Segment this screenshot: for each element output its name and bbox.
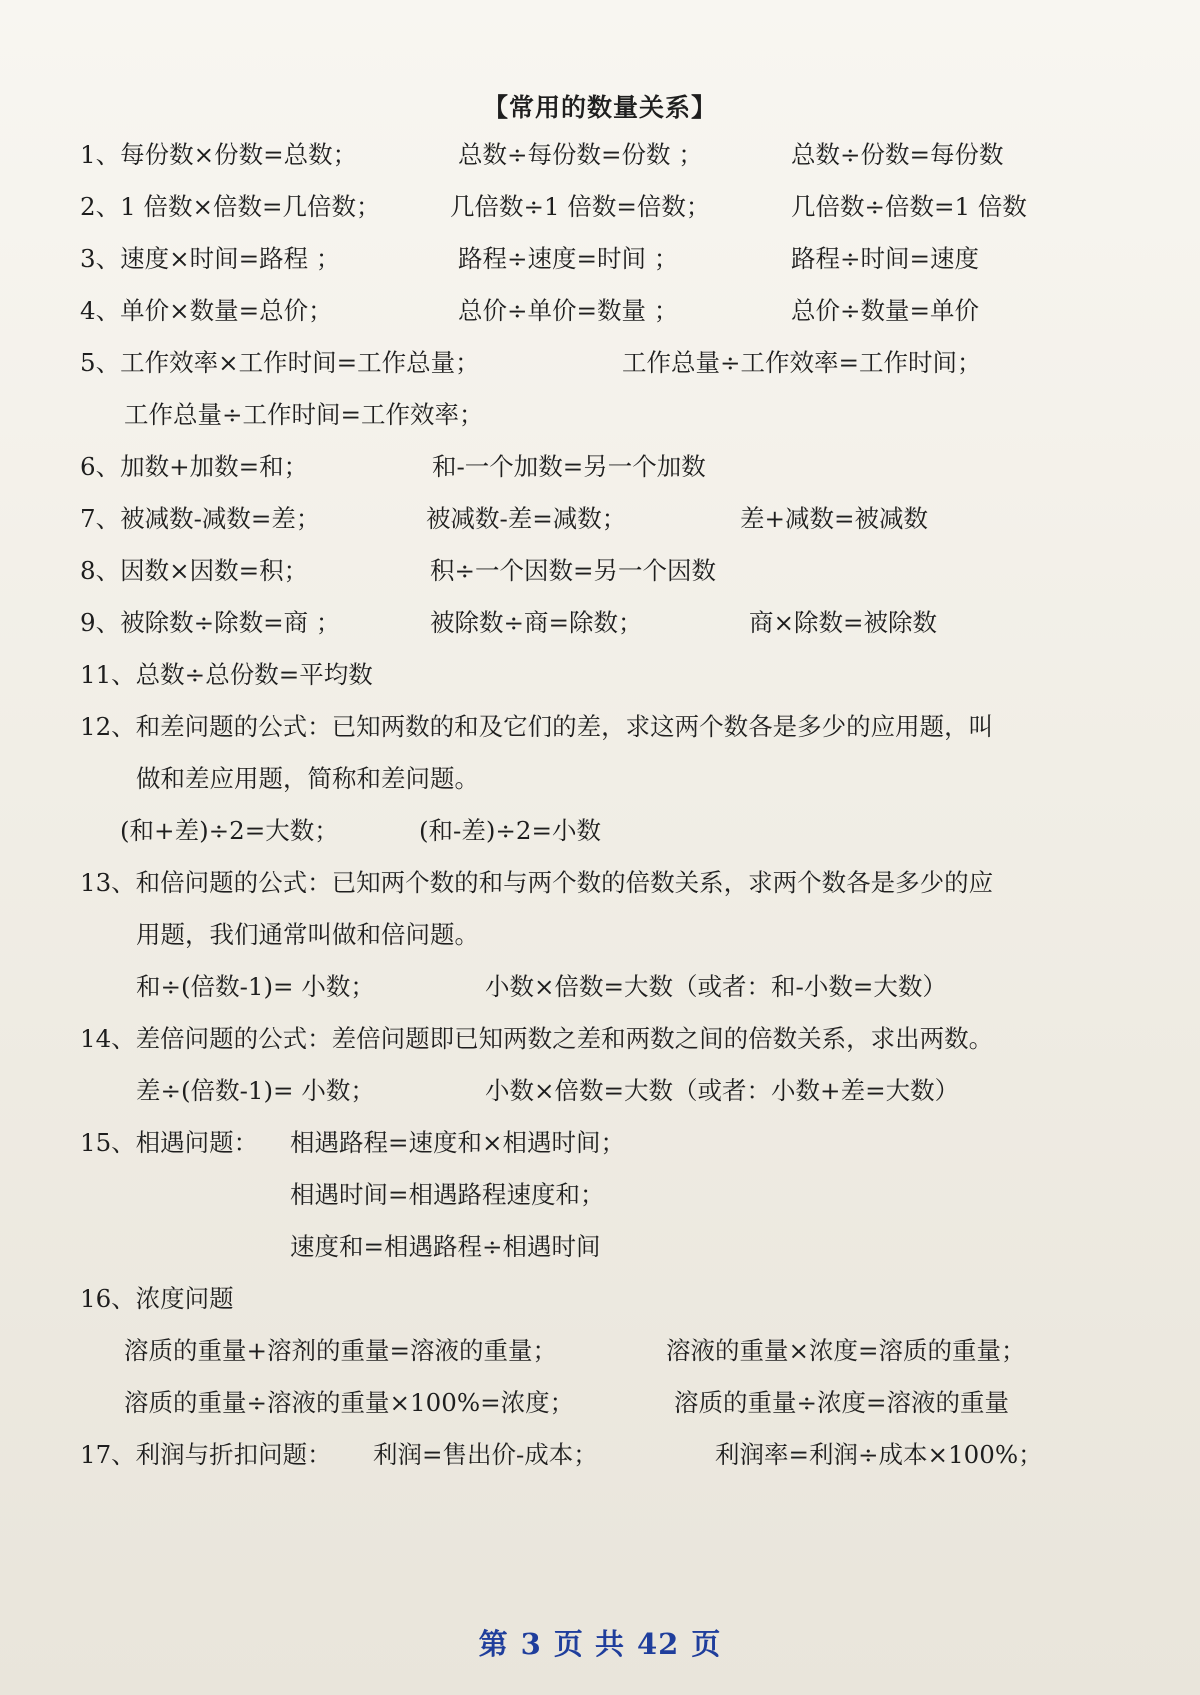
formula-line bbox=[0, 187, 1200, 227]
formula-line bbox=[0, 1331, 1200, 1371]
formula-segment: 7、被减数-减数=差； bbox=[80, 504, 321, 533]
formula-segment: 溶液的重量×浓度=溶质的重量； bbox=[666, 1336, 1026, 1365]
formula-segment: 小数×倍数=大数（或者：和-小数=大数） bbox=[485, 972, 947, 1001]
formula-line bbox=[0, 1227, 1200, 1267]
formula-line bbox=[0, 1123, 1200, 1163]
formula-segment: 相遇路程=速度和×相遇时间； bbox=[290, 1128, 626, 1157]
formula-line bbox=[0, 343, 1200, 383]
page-title: 【常用的数量关系】 bbox=[482, 93, 717, 122]
formula-segment: 积÷一个因数=另一个因数 bbox=[430, 556, 717, 585]
formula-segment: 工作总量÷工作时间=工作效率； bbox=[124, 400, 484, 429]
formula-segment: 速度和=相遇路程÷相遇时间 bbox=[290, 1232, 601, 1261]
formula-segment: 商×除数=被除数 bbox=[749, 608, 938, 637]
formula-segment: 11、总数÷总份数=平均数 bbox=[80, 660, 373, 689]
formula-segment: 溶质的重量+溶剂的重量=溶液的重量； bbox=[124, 1336, 558, 1365]
formula-segment: 溶质的重量÷溶液的重量×100%=浓度； bbox=[124, 1388, 575, 1417]
formula-line bbox=[0, 1071, 1200, 1111]
formula-segment: 15、相遇问题： bbox=[80, 1128, 259, 1157]
footer-middle: 页 共 bbox=[553, 1627, 625, 1661]
page-footer bbox=[0, 1622, 1200, 1663]
footer-suffix: 页 bbox=[691, 1627, 722, 1661]
formula-segment: 和-一个加数=另一个加数 bbox=[432, 452, 706, 481]
formula-segment: 几倍数÷1 倍数=倍数； bbox=[450, 192, 711, 221]
formula-segment: 利润=售出价-成本； bbox=[373, 1440, 598, 1469]
formula-segment: 路程÷时间=速度 bbox=[791, 244, 980, 273]
formula-segment: 差+减数=被减数 bbox=[740, 504, 929, 533]
formula-line bbox=[0, 967, 1200, 1007]
formula-segment: 做和差应用题，简称和差问题。 bbox=[136, 764, 479, 793]
formula-segment: 2、1 倍数×倍数=几倍数； bbox=[80, 192, 381, 221]
formula-line bbox=[0, 291, 1200, 331]
formula-segment: 1、每份数×份数=总数； bbox=[80, 140, 358, 169]
formula-line bbox=[0, 239, 1200, 279]
footer-total-pages: 42 bbox=[636, 1627, 680, 1661]
formula-segment: 总数÷每份数=份数 ； bbox=[458, 140, 703, 169]
formula-line bbox=[0, 395, 1200, 435]
formula-segment: 利润率=利润÷成本×100%； bbox=[715, 1440, 1043, 1469]
formula-line bbox=[0, 447, 1200, 487]
formula-segment: 16、浓度问题 bbox=[80, 1284, 234, 1313]
formula-line bbox=[0, 759, 1200, 799]
formula-line bbox=[0, 1435, 1200, 1475]
footer-prefix: 第 bbox=[478, 1627, 509, 1661]
formula-segment: 14、差倍问题的公式：差倍问题即已知两数之差和两数之间的倍数关系，求出两数。 bbox=[80, 1024, 994, 1053]
formula-segment: 17、利润与折扣问题： bbox=[80, 1440, 332, 1469]
formula-line bbox=[0, 1383, 1200, 1423]
formula-segment: 8、因数×因数=积； bbox=[80, 556, 309, 585]
formula-line bbox=[0, 1279, 1200, 1319]
formula-segment: (和-差)÷2=小数 bbox=[419, 816, 602, 845]
footer-page-number: 3 bbox=[520, 1627, 542, 1661]
formula-segment: 相遇时间=相遇路程速度和； bbox=[290, 1180, 605, 1209]
formula-line bbox=[0, 811, 1200, 851]
formula-line bbox=[0, 863, 1200, 903]
formula-segment: 5、工作效率×工作时间=工作总量； bbox=[80, 348, 480, 377]
formula-line bbox=[0, 603, 1200, 643]
formula-line bbox=[0, 655, 1200, 695]
formula-segment: 溶质的重量÷浓度=溶液的重量 bbox=[674, 1388, 1010, 1417]
formula-segment: 总数÷份数=每份数 bbox=[791, 140, 1004, 169]
formula-segment: 9、被除数÷除数=商 ； bbox=[80, 608, 341, 637]
formula-segment: 差÷(倍数-1)= 小数； bbox=[136, 1076, 375, 1105]
formula-segment: 6、加数+加数=和； bbox=[80, 452, 309, 481]
formula-segment: 12、和差问题的公式：已知两数的和及它们的差，求这两个数各是多少的应用题，叫 bbox=[80, 712, 994, 741]
formula-segment: 4、单价×数量=总价； bbox=[80, 296, 333, 325]
formula-segment: 13、和倍问题的公式：已知两个数的和与两个数的倍数关系，求两个数各是多少的应 bbox=[80, 868, 994, 897]
formula-line bbox=[0, 551, 1200, 591]
formula-segment: 小数×倍数=大数（或者：小数+差=大数） bbox=[485, 1076, 960, 1105]
formula-segment: 和÷(倍数-1)= 小数； bbox=[136, 972, 375, 1001]
formula-line bbox=[0, 707, 1200, 747]
formula-segment: (和+差)÷2=大数； bbox=[120, 816, 339, 845]
formula-segment: 用题，我们通常叫做和倍问题。 bbox=[136, 920, 479, 949]
formula-line bbox=[0, 915, 1200, 955]
formula-line bbox=[0, 1019, 1200, 1059]
formula-line bbox=[0, 1175, 1200, 1215]
formula-segment: 总价÷单价=数量 ； bbox=[458, 296, 679, 325]
formula-segment: 3、速度×时间=路程 ； bbox=[80, 244, 341, 273]
formula-segment: 被除数÷商=除数； bbox=[430, 608, 643, 637]
formula-segment: 路程÷速度=时间 ； bbox=[458, 244, 679, 273]
formula-line bbox=[0, 499, 1200, 539]
formula-segment: 工作总量÷工作效率=工作时间； bbox=[622, 348, 982, 377]
formula-line bbox=[0, 135, 1200, 175]
formula-segment: 总价÷数量=单价 bbox=[791, 296, 980, 325]
formula-segment: 几倍数÷倍数=1 倍数 bbox=[791, 192, 1027, 221]
formula-segment: 被减数-差=减数； bbox=[426, 504, 627, 533]
